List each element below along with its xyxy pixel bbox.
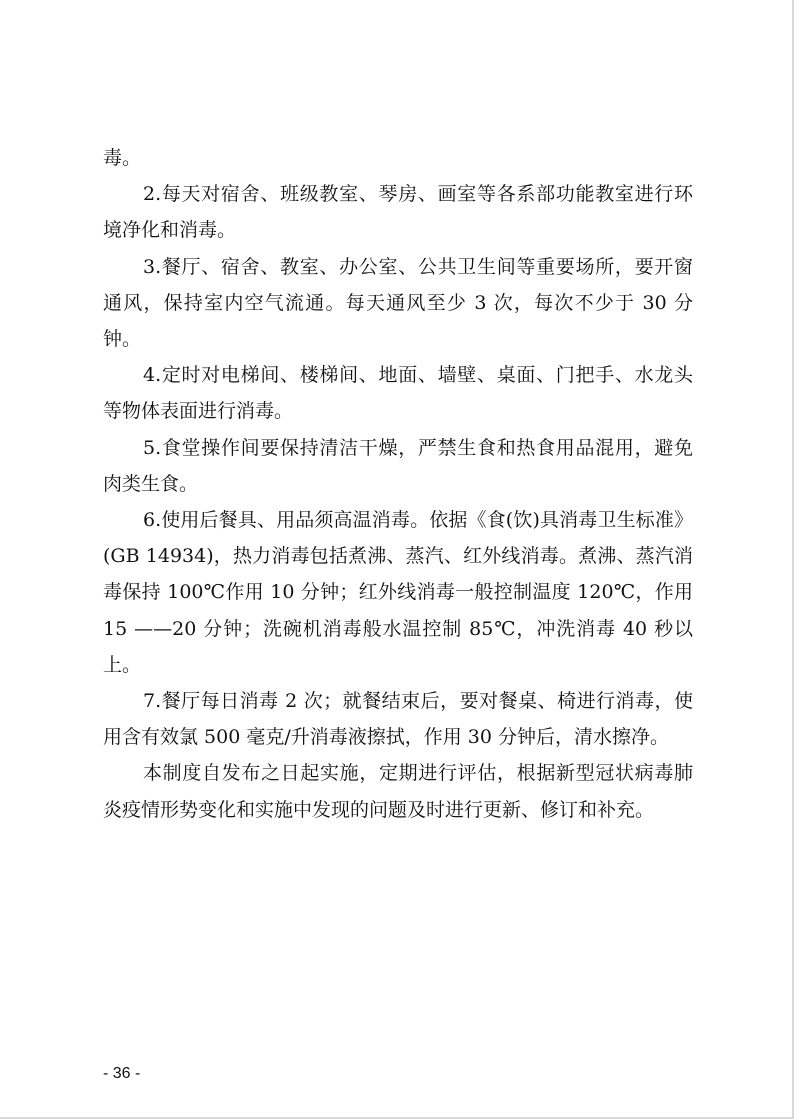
paragraph-closing: 本制度自发布之日起实施，定期进行评估，根据新型冠状病毒肺炎疫情形势变化和实施中发现的问题及时进行更新、修订和补充。	[103, 762, 693, 821]
paragraph-continuation: 毒。	[103, 147, 142, 169]
paragraph-item-7: 7.餐厅每日消毒 2 次；就餐结束后，要对餐桌、椅进行消毒，使用含有效氯 500 毫克/升消毒液擦拭，作用 30 分钟后，清水擦净。	[103, 690, 693, 749]
paragraph-item-4: 4.定时对电梯间、楼梯间、地面、墙壁、桌面、门把手、水龙头等物体表面进行消毒。	[103, 364, 693, 423]
page-number: - 36 -	[103, 1065, 141, 1082]
paragraph-item-3: 3.餐厅、宿舍、教室、办公室、公共卫生间等重要场所，要开窗通风，保持室内空气流通。每天通风至少 3 次，每次不少于 30 分钟。	[103, 255, 693, 351]
paragraph-item-5: 5.食堂操作间要保持清洁干燥，严禁生食和热食用品混用，避免肉类生食。	[103, 436, 693, 495]
document-body	[103, 140, 693, 828]
paragraph-item-6: 6.使用后餐具、用品须高温消毒。依据《食(饮)具消毒卫生标准》(GB 14934)，热力消毒包括煮沸、蒸汽、红外线消毒。煮沸、蒸汽消毒保持 100℃作用 10 分钟；红外线消毒一般控制温度 120℃，作用 15 ——20 分钟；洗碗机消毒般水温控制 85℃，冲洗消毒 40 秒以上。	[103, 509, 693, 676]
paragraph-item-2: 2.每天对宿舍、班级教室、琴房、画室等各系部功能教室进行环境净化和消毒。	[103, 183, 693, 242]
